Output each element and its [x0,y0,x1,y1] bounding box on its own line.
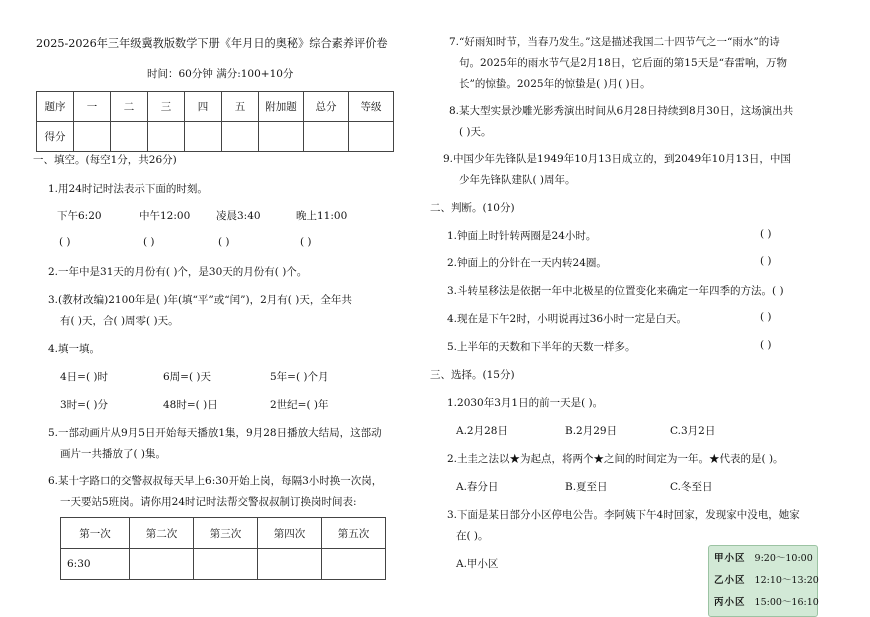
question-4: 4.填一填。 [48,343,101,355]
q1-time-1: 下午6:20 [57,210,102,222]
shift-value-cell[interactable] [322,549,386,580]
question-7-line-1: 7.“好雨知时节，当春乃发生。”这是描述我国二十四节气之一“雨水”的诗 [449,36,780,48]
score-header-cell: 三 [148,92,185,122]
q1-time-3: 凌晨3:40 [216,210,261,222]
choice-option[interactable]: C.冬至日 [670,481,713,493]
score-cell[interactable] [74,122,111,152]
judge-blank[interactable]: ( ) [760,339,772,351]
choice-option[interactable]: A.甲小区 [456,558,499,570]
score-header-cell: 二 [111,92,148,122]
shift-value-cell[interactable] [258,549,322,580]
judge-item-3[interactable]: 3.斗转星移法是依据一年中北极星的位置变化来确定一年四季的方法。( ) [447,285,784,297]
exam-time-and-score: 时间：60分钟 满分:100+10分 [147,68,294,80]
shift-value-cell[interactable] [130,549,194,580]
score-header-cell: 五 [222,92,259,122]
score-table-score-row [37,122,394,152]
notice-row [714,594,819,608]
score-header-cell: 等级 [349,92,394,122]
judge-item-2: 2.钟面上的分针在一天内转24圈。 [447,257,607,269]
question-3-line-2: 有( )天，合( )周零( )天。 [60,315,179,327]
shift-header-cell: 第四次 [258,518,322,549]
question-2: 2.一年中是31天的月份有( )个，是30天的月份有( )个。 [48,266,308,278]
section-1-title: 一、填空。(每空1分，共26分) [33,154,177,166]
shift-schedule-table [60,517,386,580]
score-cell[interactable] [349,122,394,152]
score-table [36,91,394,152]
score-header-cell: 题序 [37,92,74,122]
shift-value-cell[interactable] [194,549,258,580]
score-cell[interactable] [259,122,304,152]
question-6-line-2: 一天要站5班岗。请你用24时记时法帮交警叔叔制订换岗时间表: [60,496,357,508]
score-header-cell: 总分 [304,92,349,122]
q4-item: 6周=( )天 [163,371,212,383]
score-cell[interactable] [222,122,259,152]
q1-answer-blank[interactable]: ( ) [218,236,230,248]
q1-time-4: 晚上11:00 [296,210,348,222]
shift-header-cell: 第五次 [322,518,386,549]
score-header-cell: 附加题 [259,92,304,122]
question-3-line-1: 3.(教材改编)2100年是( )年(填“平”或“闰”)，2月有( )天，全年共 [48,294,352,306]
shift-value-cell: 6:30 [61,549,130,580]
judge-item-4: 4.现在是下午2时，小明说再过36小时一定是白天。 [447,313,688,325]
q1-answer-blank[interactable]: ( ) [143,236,155,248]
question-5-line-2: 画片一共播放了( )集。 [60,448,167,460]
question-7-line-3: 长”的惊蛰。2025年的惊蛰是( )月( )日。 [459,78,651,90]
judge-item-1: 1.钟面上时针转两圈是24小时。 [447,230,597,242]
q4-item: 5年=( )个月 [270,371,329,383]
choice-question-3-line-2: 在( )。 [456,530,489,542]
notice-time: 9:20～10:00 [754,553,813,564]
question-5-line-1: 5.一部动画片从9月5日开始每天播放1集，9月28日播放大结局，这部动 [48,427,382,439]
judge-blank[interactable]: ( ) [760,255,772,267]
choice-option[interactable]: A.2月28日 [456,425,508,437]
choice-option[interactable]: A.春分日 [456,481,499,493]
choice-option[interactable]: B.夏至日 [565,481,608,493]
power-outage-notice [708,545,818,617]
q4-item: 4日=( )时 [60,371,109,383]
notice-row [714,572,819,586]
shift-value-row [61,549,386,580]
score-cell[interactable] [304,122,349,152]
shift-header-cell: 第一次 [61,518,130,549]
question-8-line-2: ( )天。 [459,126,492,138]
question-7-line-2: 句。2025年的雨水节气是2月18日，它后面的第15天是“春雷响，万物 [459,57,787,69]
shift-header-cell: 第二次 [130,518,194,549]
question-1: 1.用24时记时法表示下面的时刻。 [48,183,208,195]
q1-time-2: 中午12:00 [139,210,191,222]
judge-item-5: 5.上半年的天数和下半年的天数一样多。 [447,341,636,353]
q1-answer-blank[interactable]: ( ) [59,236,71,248]
question-8-line-1: 8.某大型实景沙雕光影秀演出时间从6月28日持续到8月30日，这场演出共 [449,105,794,117]
notice-district-name: 乙小区 [714,575,746,586]
judge-blank[interactable]: ( ) [760,311,772,323]
q4-item: 3时=( )分 [60,399,109,411]
choice-question-1: 1.2030年3月1日的前一天是( )。 [447,397,604,409]
exam-title: 2025-2026年三年级冀教版数学下册《年月日的奥秘》综合素养评价卷 [36,37,388,50]
notice-row [714,550,813,564]
score-header-cell: 四 [185,92,222,122]
question-9-line-1: 9.中国少年先锋队是1949年10月13日成立的，到2049年10月13日，中国 [443,153,791,165]
section-3-title: 三、选择。(15分) [430,369,515,381]
choice-option[interactable]: C.3月2日 [670,425,716,437]
section-2-title: 二、判断。(10分) [430,202,515,214]
q4-item: 48时=( )日 [163,399,218,411]
question-6-line-1: 6.某十字路口的交警叔叔每天早上6:30开始上岗，每隔3小时换一次岗， [48,475,383,487]
choice-option[interactable]: B.2月29日 [565,425,618,437]
score-cell[interactable] [185,122,222,152]
score-header-cell: 一 [74,92,111,122]
notice-time: 15:00～16:10 [754,597,819,608]
notice-district-name: 丙小区 [714,597,746,608]
score-cell[interactable] [111,122,148,152]
shift-header-cell: 第三次 [194,518,258,549]
judge-blank[interactable]: ( ) [760,228,772,240]
score-row-label: 得分 [37,122,74,152]
notice-district-name: 甲小区 [714,553,746,564]
q4-item: 2世纪=( )年 [270,399,329,411]
q1-answer-blank[interactable]: ( ) [300,236,312,248]
score-table-header-row [37,92,394,122]
shift-header-row [61,518,386,549]
score-cell[interactable] [148,122,185,152]
question-9-line-2: 少年先锋队建队( )周年。 [459,174,576,186]
choice-question-3-line-1: 3.下面是某日部分小区停电公告。李阿姨下午4时回家，发现家中没电，她家 [447,509,800,521]
choice-question-2: 2.土圭之法以★为起点，将两个★之间的时间定为一年。★代表的是( )。 [447,453,784,465]
notice-time: 12:10～13:20 [754,575,819,586]
